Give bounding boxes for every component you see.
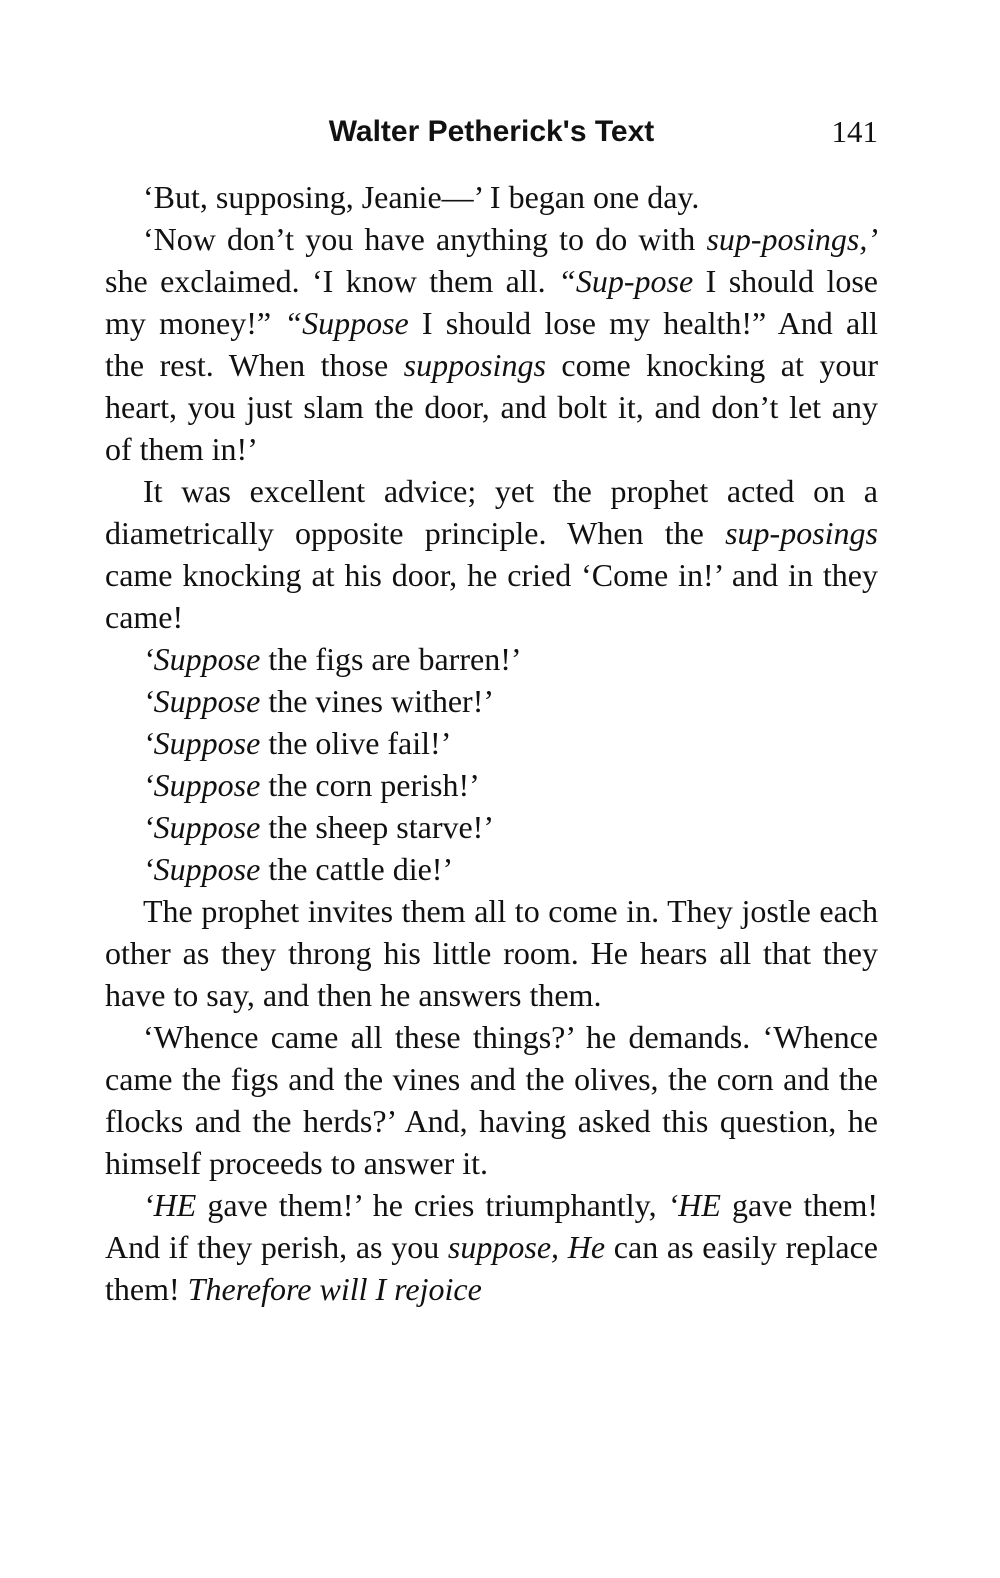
verse-line [105, 848, 878, 890]
paragraph [105, 176, 878, 218]
italic-text: suppose, He [447, 1229, 606, 1265]
verse-line [105, 806, 878, 848]
paragraph [105, 890, 878, 1016]
italic-text: ‘Suppose [143, 809, 261, 845]
text-run: gave them!’ he cries triumphantly, [196, 1187, 668, 1223]
italic-text: ‘HE [143, 1187, 197, 1223]
text-run: I should lose my health!” And all the rest. When those [105, 305, 879, 383]
italic-text: ‘Suppose [143, 641, 261, 677]
italic-text: ‘Suppose [143, 725, 261, 761]
page-number: 141 [831, 114, 878, 149]
text-run: I should lose my money!” [105, 263, 879, 341]
verse-line [105, 764, 878, 806]
text-run: come knocking at your heart, you just slam the door, and bolt it, and don’t let any of them in!’ [105, 347, 878, 467]
text-run: It was excellent advice; yet the prophet acted on a diametrically opposite principle. When the [105, 473, 878, 551]
text-run: came knocking at his door, he cried ‘Come in!’ and in they came! [105, 557, 878, 635]
text-run: the cattle die!’ [260, 851, 454, 887]
italic-text: “Suppose [284, 305, 409, 341]
italic-text: ‘HE [667, 1187, 721, 1223]
running-title: Walter Petherick's Text [328, 115, 655, 148]
italic-text: ‘Suppose [143, 851, 261, 887]
paragraph [105, 218, 878, 470]
text-run: can as easily replace them! [105, 1229, 878, 1307]
italic-text: Therefore will I rejoice [187, 1271, 482, 1307]
verse-line [105, 680, 878, 722]
body-text [105, 176, 878, 1310]
verse-line [105, 722, 878, 764]
paragraph [105, 1184, 878, 1310]
text-run: the sheep starve!’ [260, 809, 494, 845]
text-run: ‘But, supposing, Jeanie—’ I began one day. [143, 179, 700, 215]
italic-text: ‘Suppose [143, 767, 261, 803]
text-run: the vines wither!’ [260, 683, 495, 719]
paragraph [105, 1016, 878, 1184]
verse-line [105, 638, 878, 680]
text-run: the corn perish!’ [260, 767, 480, 803]
text-run: the figs are barren!’ [260, 641, 522, 677]
text-run: gave them! And if they perish, as you [105, 1187, 879, 1265]
text-run: ‘Now don’t you have anything to do with [143, 221, 707, 257]
italic-text: ‘Suppose [143, 683, 261, 719]
italic-text: sup-posings,’ [706, 221, 878, 257]
page-header [105, 108, 878, 158]
italic-text: “Sup-pose [558, 263, 694, 299]
italic-text: sup-posings [725, 515, 878, 551]
text-run: the olive fail!’ [260, 725, 452, 761]
text-run: ‘Whence came all these things?’ he demands. ‘Whence came the figs and the vines and the olives, the corn and the flocks and the herds?’ And, having asked this question, he himself proceeds to answer it. [105, 1019, 878, 1181]
text-run: she exclaimed. ‘I know them all. [105, 263, 559, 299]
text-run: The prophet invites them all to come in. They jostle each other as they throng his little room. He hears all that they have to say, and then he answers them. [105, 893, 878, 1013]
italic-text: supposings [403, 347, 546, 383]
paragraph [105, 470, 878, 638]
